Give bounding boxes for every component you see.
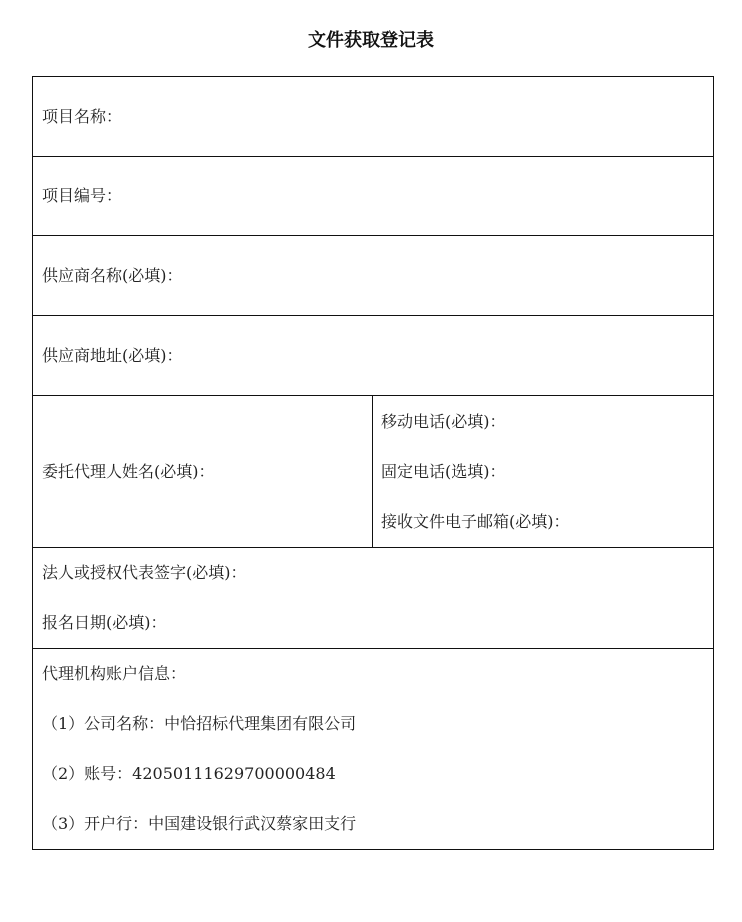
row-signature-date (33, 548, 714, 649)
row-project-name (33, 77, 714, 157)
supplier-address-field[interactable]: 供应商地址(必填)： (33, 316, 714, 396)
row-agent-contact (33, 396, 714, 548)
row-supplier-address (33, 316, 714, 396)
project-number-field[interactable]: 项目编号： (33, 157, 714, 236)
registration-date-field[interactable]: 报名日期(必填)： (42, 613, 167, 632)
form-title: 文件获取登记表 (308, 30, 434, 51)
account-info-cell (33, 649, 714, 850)
supplier-name-field[interactable]: 供应商名称(必填)： (33, 236, 714, 316)
account-company-name: （1）公司名称：中恰招标代理集团有限公司 (42, 714, 357, 733)
account-info-title: 代理机构账户信息： (42, 664, 187, 683)
agent-name-field[interactable]: 委托代理人姓名(必填)： (33, 396, 373, 548)
row-supplier-name (33, 236, 714, 316)
account-number: （2）账号：42050111629700000484 (42, 764, 336, 783)
row-project-number (33, 157, 714, 236)
agent-contact-cell (373, 396, 714, 548)
landline-phone-field[interactable]: 固定电话(选填)： (381, 461, 506, 481)
row-account-info (33, 649, 714, 850)
mobile-phone-field[interactable]: 移动电话(必填)： (381, 411, 506, 431)
email-field[interactable]: 接收文件电子邮箱(必填)： (381, 511, 570, 531)
account-bank: （3）开户行：中国建设银行武汉蔡家田支行 (42, 814, 357, 833)
project-name-field[interactable]: 项目名称： (33, 77, 714, 157)
signature-date-cell (33, 548, 714, 649)
legal-signature-field[interactable]: 法人或授权代表签字(必填)： (42, 563, 247, 582)
registration-form-table (32, 76, 714, 850)
